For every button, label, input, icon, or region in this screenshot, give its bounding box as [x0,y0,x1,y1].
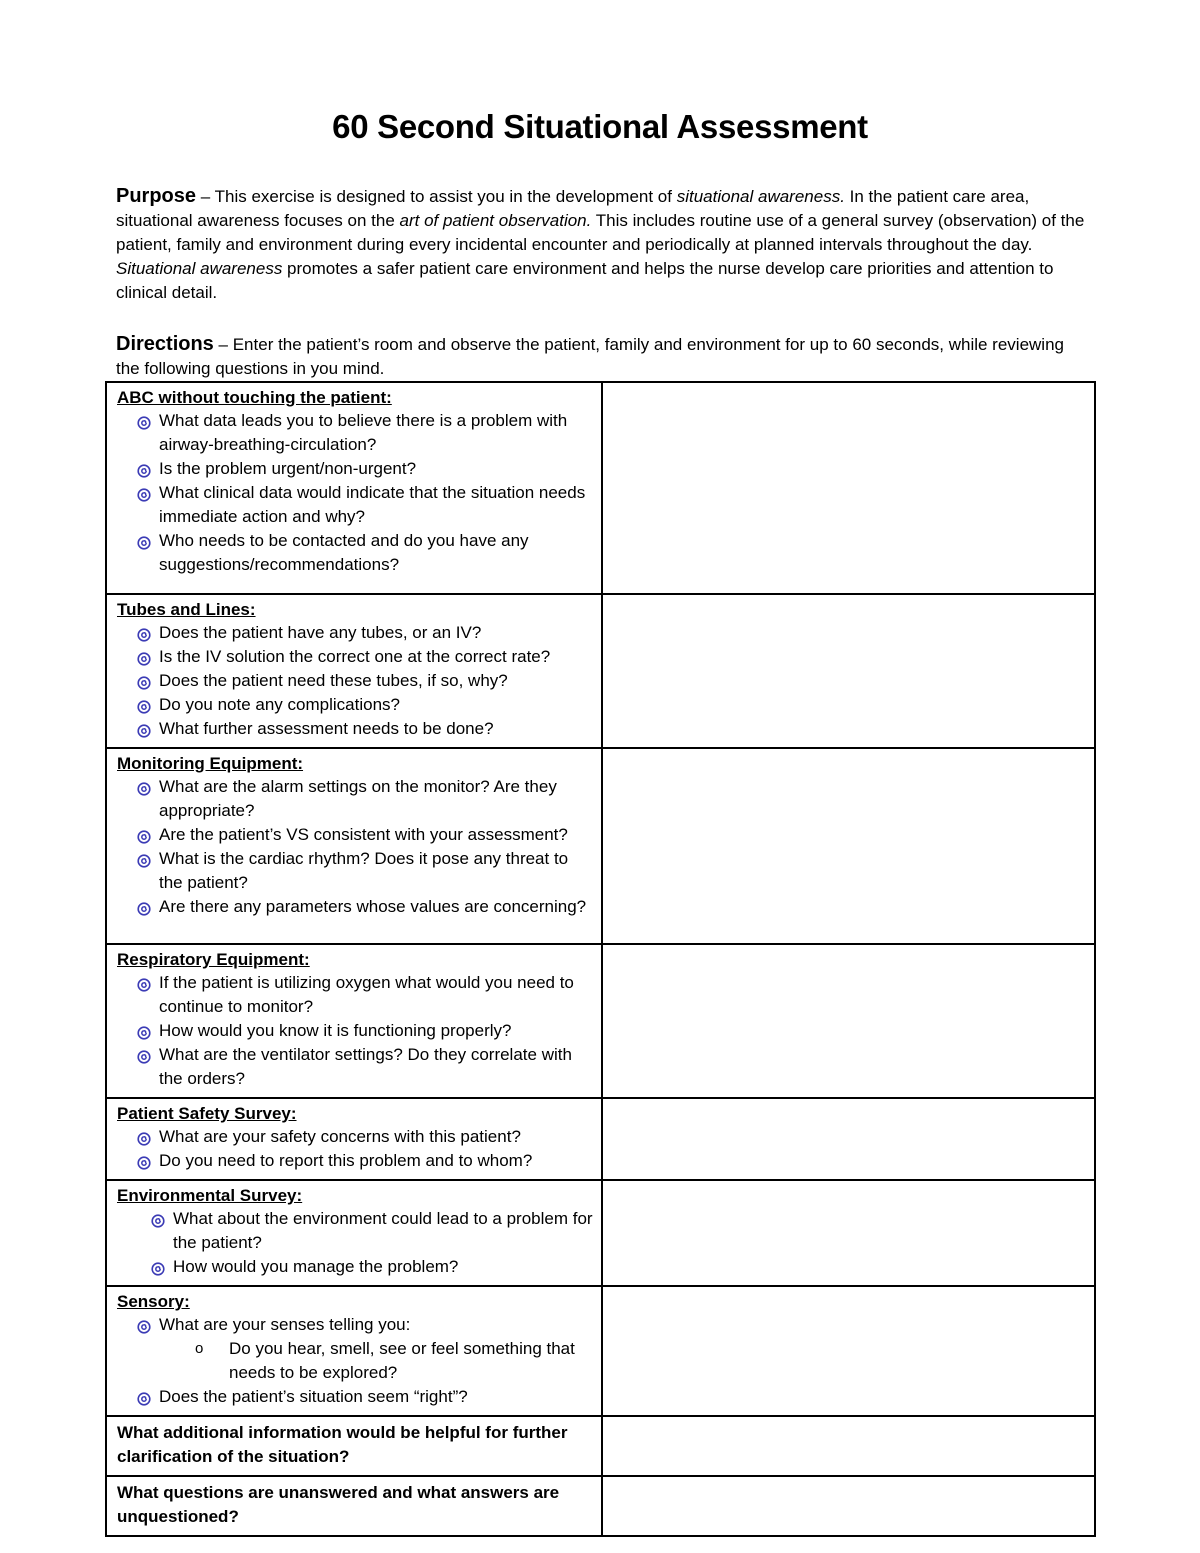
purpose-italic-2: art of patient observation. [399,211,592,230]
spiral-bullet-icon [137,779,151,793]
list-item [137,409,593,457]
list-item [151,1255,593,1279]
question-text: Do you need to report this problem and to whom? [159,1151,533,1170]
list-item [137,1043,593,1091]
answer-cell[interactable] [602,594,1095,748]
directions-paragraph [116,332,1088,381]
table-row [106,1416,1095,1476]
question-list [117,775,593,919]
question-text: Does the patient’s situation seem “right”? [159,1387,468,1406]
list-item [137,481,593,529]
purpose-italic-3: Situational awareness [116,259,283,278]
spiral-bullet-icon [137,461,151,475]
section-title: ABC without touching the patient: [117,388,392,407]
spiral-bullet-icon [137,827,151,841]
list-item [137,1149,593,1173]
question-text: Are there any parameters whose values are concerning? [159,897,587,916]
question-cell [106,1286,602,1416]
table-row [106,748,1095,944]
purpose-text-2: In the patient care area, situational awareness focuses on the [116,187,1030,230]
question-list [117,1385,593,1409]
answer-cell[interactable] [602,382,1095,594]
directions-text: Enter the patient’s room and observe the patient, family and environment for up to 60 seconds, while reviewing the following questions in you mind. [116,335,1064,378]
table-row [106,1286,1095,1416]
list-item [151,1207,593,1255]
question-cell [106,594,602,748]
question-list [117,409,593,577]
list-item [137,1125,593,1149]
spiral-bullet-icon [151,1259,165,1273]
closing-question: What questions are unanswered and what answers are unquestioned? [117,1483,560,1526]
page-title: 60 Second Situational Assessment [332,108,868,145]
closing-question: What additional information would be helpful for further clarification of the situation? [117,1423,568,1466]
spiral-bullet-icon [137,1153,151,1167]
table-row [106,382,1095,594]
question-cell [106,944,602,1098]
question-cell [106,382,602,594]
list-item [137,693,593,717]
question-text: What are your safety concerns with this patient? [159,1127,521,1146]
spiral-bullet-icon [151,1211,165,1225]
question-cell [106,1416,602,1476]
list-item [137,1019,593,1043]
question-text: How would you know it is functioning properly? [159,1021,512,1040]
question-text: Does the patient have any tubes, or an IV? [159,623,482,642]
list-item [137,717,593,741]
list-item [137,669,593,693]
table-row [106,594,1095,748]
question-text: What is the cardiac rhythm? Does it pose any threat to the patient? [159,849,569,892]
spiral-bullet-icon [137,899,151,913]
list-item [137,621,593,645]
purpose-text-4: promotes a safer patient care environment and helps the nurse develop care priorities and attention to clinical detail. [116,259,1054,302]
table-row [106,1098,1095,1180]
answer-cell[interactable] [602,944,1095,1098]
purpose-text-3: This includes routine use of a general survey (observation) of the patient, family and environment during every incidental encounter and periodically at planned intervals throughout the day. [116,211,1085,254]
list-item [137,971,593,1019]
table-row [106,1476,1095,1536]
question-cell [106,748,602,944]
section-title: Sensory: [117,1292,190,1311]
question-text: What further assessment needs to be done? [159,719,494,738]
directions-heading: Directions [116,333,214,355]
question-text: Is the IV solution the correct one at the correct rate? [159,647,551,666]
purpose-dash: – [196,187,215,206]
question-text: What are your senses telling you: [159,1315,411,1334]
question-text: What are the ventilator settings? Do they correlate with the orders? [159,1045,572,1088]
question-text: Who needs to be contacted and do you have any suggestions/recommendations? [159,531,529,574]
section-title: Environmental Survey: [117,1186,303,1205]
spiral-bullet-icon [137,1047,151,1061]
directions-dash: – [213,335,233,354]
answer-cell[interactable] [602,1286,1095,1416]
question-cell [106,1098,602,1180]
question-text: Do you hear, smell, see or feel something that needs to be explored? [229,1339,575,1382]
list-item [137,823,593,847]
answer-cell[interactable] [602,1180,1095,1286]
question-cell [106,1476,602,1536]
section-title: Monitoring Equipment: [117,754,304,773]
question-text: What clinical data would indicate that the situation needs immediate action and why? [159,483,586,526]
spiral-bullet-icon [137,413,151,427]
question-text: Does the patient need these tubes, if so, why? [159,671,508,690]
spiral-bullet-icon [137,673,151,687]
question-text: What are the alarm settings on the monitor? Are they appropriate? [159,777,557,820]
section-title: Tubes and Lines: [117,600,256,619]
question-text: If the patient is utilizing oxygen what would you need to continue to monitor? [159,973,574,1016]
purpose-italic-1: situational awareness. [676,187,845,206]
answer-cell[interactable] [602,1416,1095,1476]
list-item [137,775,593,823]
question-text: What about the environment could lead to a problem for the patient? [173,1209,593,1252]
list-item [137,895,593,919]
question-list [117,1125,593,1173]
spiral-bullet-icon [137,533,151,547]
spiral-bullet-icon [137,697,151,711]
question-list [117,621,593,741]
purpose-paragraph [116,184,1088,305]
spiral-bullet-icon [137,649,151,663]
list-item [137,457,593,481]
question-text: Are the patient’s VS consistent with your assessment? [159,825,568,844]
question-list [117,1313,593,1337]
spiral-bullet-icon [137,625,151,639]
answer-cell[interactable] [602,1098,1095,1180]
section-title: Patient Safety Survey: [117,1104,297,1123]
spiral-bullet-icon [137,1129,151,1143]
list-item [195,1337,593,1385]
spiral-bullet-icon [137,1389,151,1403]
answer-cell[interactable] [602,748,1095,944]
question-text: How would you manage the problem? [173,1257,459,1276]
section-title: Respiratory Equipment: [117,950,310,969]
spiral-bullet-icon [137,975,151,989]
purpose-heading: Purpose [116,185,197,207]
purpose-text-1: This exercise is designed to assist you in the development of [214,187,677,206]
list-item [137,529,593,577]
table-row [106,1180,1095,1286]
spiral-bullet-icon [137,851,151,865]
spiral-bullet-icon [137,721,151,735]
circle-bullet-icon: o [195,1340,204,1357]
answer-cell[interactable] [602,1476,1095,1536]
list-item [137,645,593,669]
question-text: Do you note any complications? [159,695,400,714]
list-item [137,847,593,895]
question-cell [106,1180,602,1286]
question-list [117,971,593,1091]
table-row [106,944,1095,1098]
list-item [137,1385,593,1409]
question-text: What data leads you to believe there is a problem with airway-breathing-circulation? [159,411,568,454]
spiral-bullet-icon [137,1023,151,1037]
list-item [137,1313,593,1337]
spiral-bullet-icon [137,1317,151,1331]
question-text: Is the problem urgent/non-urgent? [159,459,417,478]
assessment-table [105,381,1096,1537]
sub-question-list [117,1337,593,1385]
spiral-bullet-icon [137,485,151,499]
question-list [117,1207,593,1279]
